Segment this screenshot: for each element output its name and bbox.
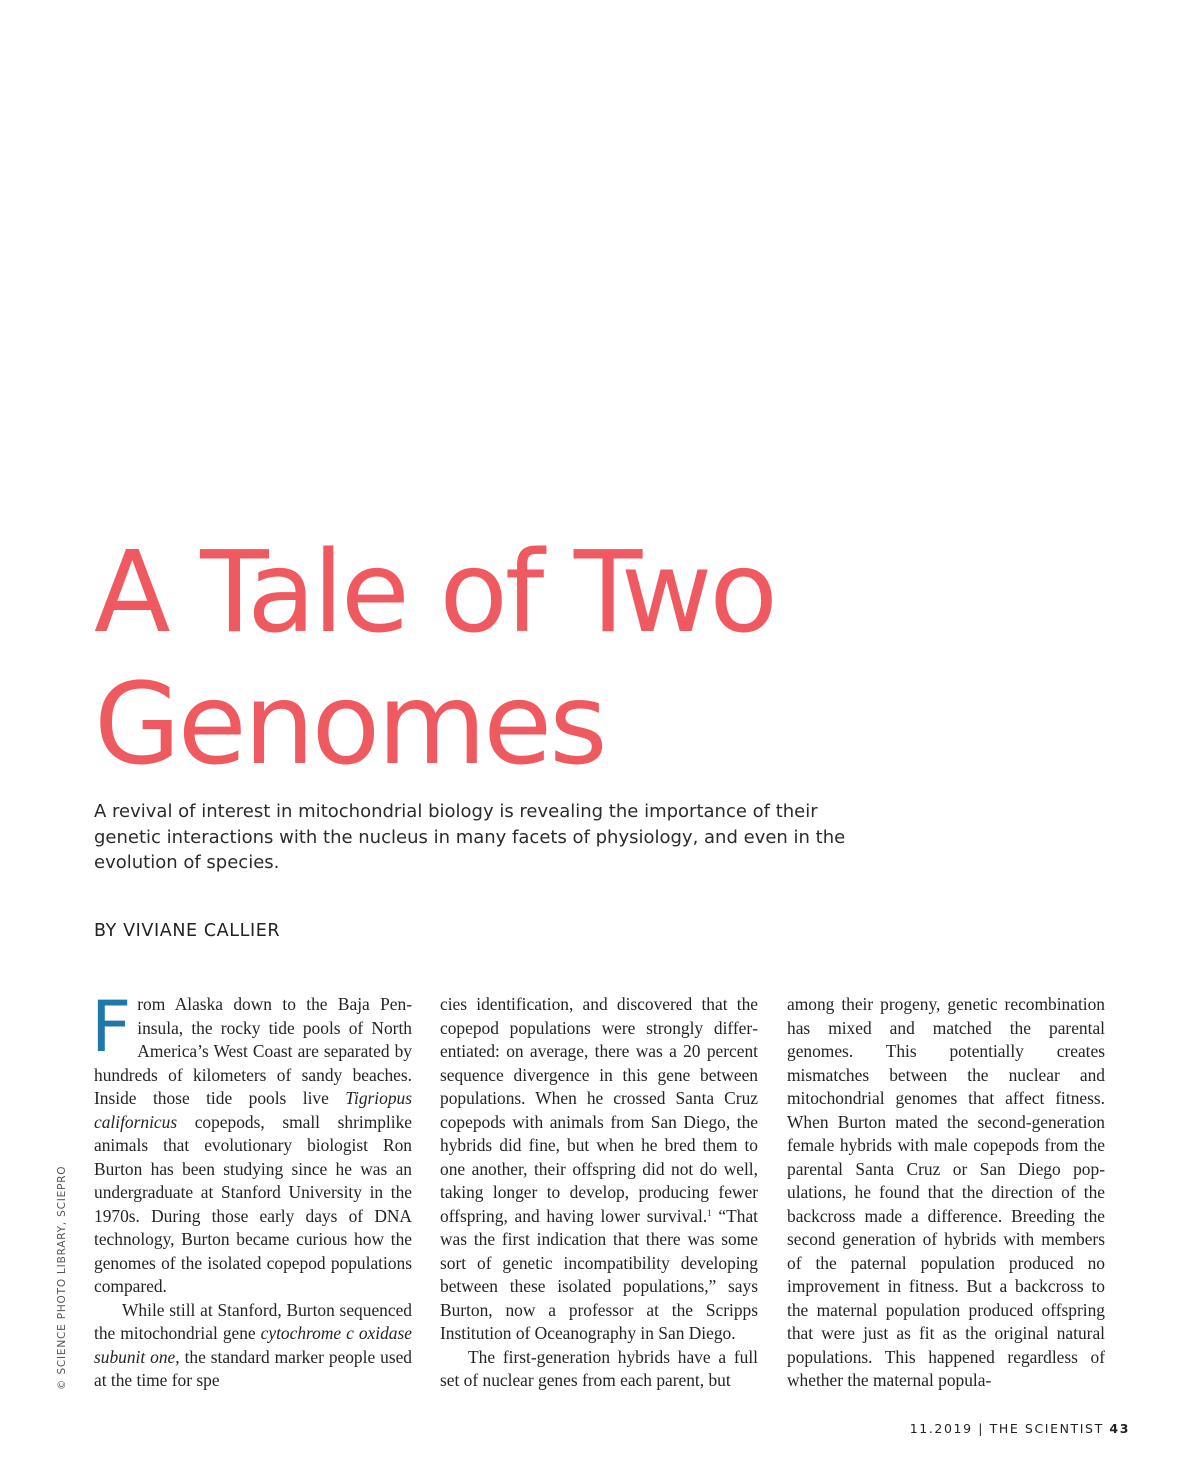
text-run: The first-generation hybrids have a full set of nuclear genes from each parent, but [440, 1346, 758, 1390]
paragraph-1 [91, 986, 412, 1299]
photo-credit: © SCIENCE PHOTO LIBRARY, SCIEPRO [56, 1165, 68, 1390]
paragraph-2 [94, 1299, 412, 1393]
gene-name: cytochrome c oxidase subunit one [94, 1323, 412, 1367]
page-number: 43 [1109, 1421, 1130, 1436]
species-name: Tigriopus californicus [94, 1088, 412, 1132]
page-footer [910, 1421, 1130, 1436]
body-column-3 [787, 993, 1105, 1393]
byline: BY VIVIANE CALLIER [94, 921, 281, 941]
text-run: While still at Stanford, Burton sequenced the mitochondrial gene [94, 1299, 412, 1343]
title-line-2: Genomes [94, 660, 605, 790]
paragraph-3 [440, 1346, 758, 1393]
body-column-2 [440, 993, 758, 1393]
text-run: , the standard marker people used at the time for spe [94, 1346, 412, 1390]
paragraph-3-continued [787, 993, 1105, 1393]
article-dek: A revival of interest in mitochondrial biology is revealing the importance of their genetic interactions with the nucleus in many facets of physiology, and even in the evolution of species. [94, 801, 846, 873]
body-column-1 [91, 986, 412, 1393]
magazine-name: THE SCIENTIST [989, 1421, 1104, 1436]
footer-separator: | [978, 1421, 985, 1436]
text-run: “That was the first indication that there was some sort of genetic incompatibility developing between these isolated populations,” says Burton, now a professor at the Scripps Institution of Oceanography in San Diego. [440, 1205, 759, 1343]
text-run: rom Alaska down to the Baja Peninsula, the rocky tide pools of North America’s West Coast are separated by hundreds of kilometers of sandy beaches. Inside those tide pools live [94, 994, 412, 1108]
text-run: among their progeny, genetic recombination has mixed and matched the parental genomes. This potentially creates mismatches between the nuclear and mitochondrial genomes that affect fitness. When Burton mated the second-generation female hybrids with male copepods from the parental Santa Cruz or San Diego populations, he found that the direction of the backcross made a difference. Breeding the second generation of hybrids with members of the paternal population produced no improvement in fitness. But a backcross to the maternal population produced offspring that were just as fit as the original natural populations. This happened regardless of whether the maternal popula- [787, 994, 1105, 1390]
text-run: copepods, small shrimplike animals that evolutionary biologist Ron Burton has been studying since he was an undergraduate at Stanford University in the 1970s. During those early days of DNA technology, Burton became curious how the genomes of the isolated copepod populations compared. [94, 1111, 412, 1296]
article-title [94, 527, 775, 791]
issue-date: 11.2019 [909, 1421, 973, 1436]
reference-marker: 1 [707, 1207, 712, 1218]
text-run: cies identification, and discovered that the copepod populations were strongly differentiated: on average, there was a 20 percent sequence divergence in this gene between populations. When he crossed Santa Cruz copepods with animals from San Diego, the hybrids did fine, but when he bred them to one another, their offspring did not do well, taking longer to develop, producing fewer offspring, and having lower survival. [440, 994, 758, 1226]
paragraph-2-continued [440, 993, 758, 1346]
title-line-1: A Tale of Two [94, 528, 775, 658]
drop-cap: F [91, 986, 132, 1068]
